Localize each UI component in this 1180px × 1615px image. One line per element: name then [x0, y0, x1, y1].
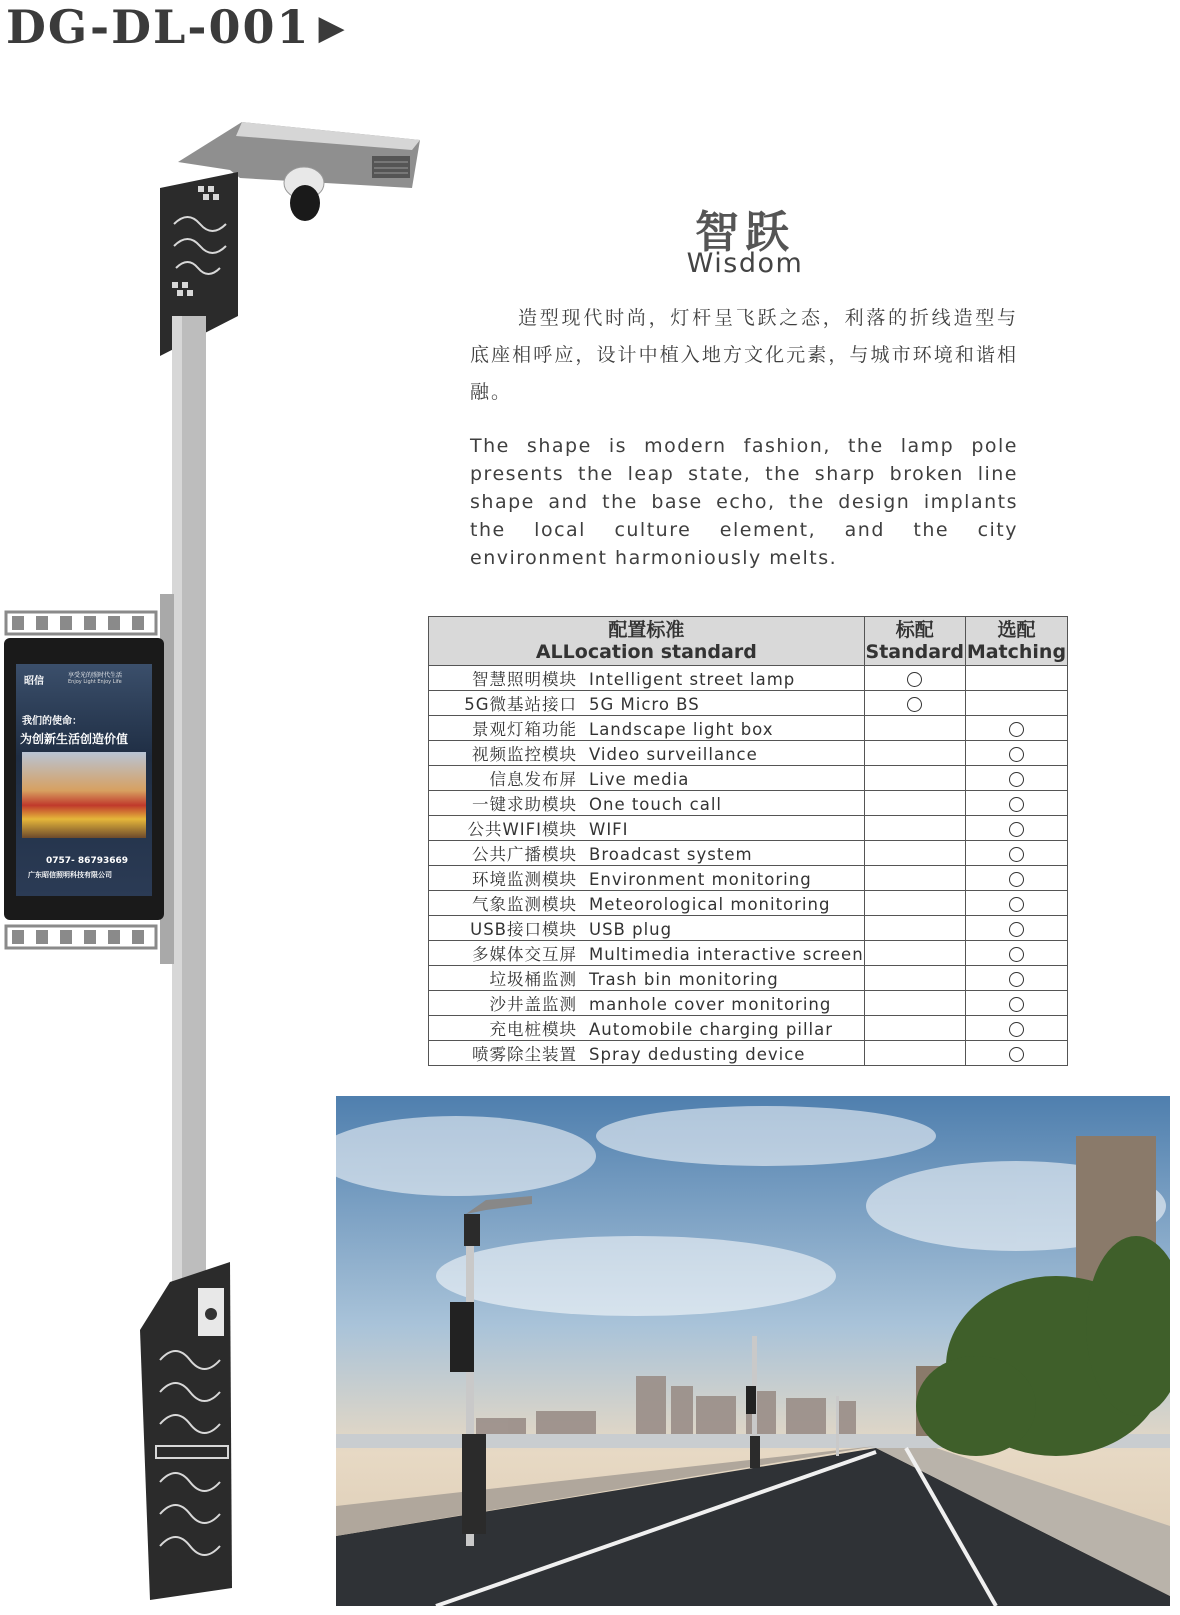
- screen-slogan-en: Enjoy Light Enjoy Life: [68, 679, 122, 685]
- standard-cell: [864, 716, 965, 741]
- circle-mark-icon: [1009, 897, 1024, 912]
- config-item-en: Trash bin monitoring: [589, 970, 779, 989]
- table-row: [429, 991, 1068, 1016]
- standard-cell: [864, 1041, 965, 1066]
- screen-phone: 0757- 86793669: [46, 856, 129, 866]
- matching-cell: [965, 891, 1067, 916]
- screen-mission-label: 我们的使命：: [22, 716, 82, 727]
- header-matching: [965, 617, 1067, 666]
- table-row: [429, 891, 1068, 916]
- config-item-en: USB plug: [589, 920, 673, 939]
- camera-lens: [290, 185, 320, 221]
- header-matching-zh: 选配: [997, 619, 1036, 641]
- config-item: [429, 716, 865, 741]
- config-item: [429, 841, 865, 866]
- config-item-en: Live media: [589, 770, 690, 789]
- config-item-en: Meteorological monitoring: [589, 895, 831, 914]
- header-matching-en: Matching: [966, 641, 1067, 663]
- matching-cell: [965, 1016, 1067, 1041]
- header-allocation: [429, 617, 865, 666]
- config-item: [429, 791, 865, 816]
- config-item-zh: 垃圾桶监测: [489, 970, 577, 989]
- config-item-zh: 气象监测模块: [472, 895, 577, 914]
- standard-cell: [864, 891, 965, 916]
- circle-mark-icon: [1009, 722, 1024, 737]
- matching-cell: [965, 866, 1067, 891]
- screen-slogan: 享受光的照时代生活: [68, 672, 123, 679]
- table-row: [429, 691, 1068, 716]
- config-item-en: Landscape light box: [589, 720, 774, 739]
- header-allocation-zh: 配置标准: [608, 619, 685, 641]
- table-row: [429, 741, 1068, 766]
- screen-mission-text: 为创新生活创造价值: [20, 732, 129, 746]
- circle-mark-icon: [1009, 747, 1024, 762]
- street-scene-photo: [336, 1096, 1170, 1606]
- product-description-en: The shape is modern fashion, the lamp pole presents the leap state, the sharp broken line shape and the base echo, the design implants the local culture element, and the city environment harmoniously melts.: [470, 435, 1018, 569]
- matching-cell: [965, 1041, 1067, 1066]
- config-item-zh: 信息发布屏: [489, 770, 577, 789]
- model-code-text: DG-DL-001: [6, 0, 311, 54]
- standard-cell: [864, 691, 965, 716]
- config-item-zh: 5G微基站接口: [464, 695, 577, 714]
- circle-mark-icon: [1009, 972, 1024, 987]
- standard-cell: [864, 991, 965, 1016]
- lamp-head: [372, 156, 410, 178]
- circle-mark-icon: [1009, 1022, 1024, 1037]
- standard-cell: [864, 941, 965, 966]
- config-item: [429, 666, 865, 691]
- header-standard-zh: 标配: [895, 619, 934, 641]
- config-item-zh: 视频监控模块: [472, 745, 577, 764]
- standard-cell: [864, 966, 965, 991]
- table-row: [429, 716, 1068, 741]
- matching-cell: [965, 666, 1067, 691]
- config-item: [429, 1016, 865, 1041]
- circle-mark-icon: [1009, 922, 1024, 937]
- config-item-en: Broadcast system: [589, 845, 753, 864]
- header-allocation-en: ALLocation standard: [535, 641, 757, 663]
- product-title-zh: 智跃: [695, 207, 795, 258]
- standard-cell: [864, 791, 965, 816]
- config-item-zh: USB接口模块: [470, 920, 577, 939]
- config-item-zh: 公共广播模块: [472, 845, 577, 864]
- config-item-en: WIFI: [589, 820, 629, 839]
- circle-mark-icon: [907, 672, 922, 687]
- product-title-en: Wisdom: [686, 248, 804, 279]
- table-row: [429, 766, 1068, 791]
- circle-mark-icon: [1009, 872, 1024, 887]
- matching-cell: [965, 766, 1067, 791]
- table-row: [429, 816, 1068, 841]
- config-item-en: Environment monitoring: [589, 870, 812, 889]
- matching-cell: [965, 841, 1067, 866]
- config-item-zh: 公共WIFI模块: [467, 820, 577, 839]
- standard-cell: [864, 666, 965, 691]
- standard-cell: [864, 816, 965, 841]
- standard-cell: [864, 741, 965, 766]
- matching-cell: [965, 966, 1067, 991]
- config-item-en: manhole cover monitoring: [589, 995, 832, 1014]
- matching-cell: [965, 741, 1067, 766]
- config-item-en: Intelligent street lamp: [589, 670, 796, 689]
- model-code: [6, 0, 347, 54]
- config-item-zh: 一键求助模块: [472, 795, 577, 814]
- table-row: [429, 916, 1068, 941]
- config-item-zh: 环境监测模块: [472, 870, 577, 889]
- matching-cell: [965, 716, 1067, 741]
- config-item-zh: 多媒体交互屏: [472, 945, 577, 964]
- config-item-zh: 充电桩模块: [489, 1020, 577, 1039]
- header-standard-en: Standard: [865, 641, 965, 663]
- circle-mark-icon: [1009, 997, 1024, 1012]
- config-item: [429, 816, 865, 841]
- standard-cell: [864, 766, 965, 791]
- header-standard: [864, 617, 965, 666]
- config-item-en: Video surveillance: [589, 745, 758, 764]
- config-item-en: Spray dedusting device: [589, 1045, 806, 1064]
- config-item: [429, 1041, 865, 1066]
- screen-brand: 昭信: [24, 676, 44, 687]
- config-item: [429, 991, 865, 1016]
- table-row: [429, 841, 1068, 866]
- matching-cell: [965, 916, 1067, 941]
- table-row: [429, 666, 1068, 691]
- table-header-row: [429, 617, 1068, 666]
- circle-mark-icon: [1009, 772, 1024, 787]
- config-item: [429, 766, 865, 791]
- standard-cell: [864, 916, 965, 941]
- circle-mark-icon: [1009, 847, 1024, 862]
- config-item-zh: 智慧照明模块: [472, 670, 577, 689]
- table-row: [429, 866, 1068, 891]
- table-row: [429, 1016, 1068, 1041]
- config-item: [429, 691, 865, 716]
- config-item: [429, 966, 865, 991]
- config-item: [429, 941, 865, 966]
- circle-mark-icon: [907, 697, 922, 712]
- matching-cell: [965, 991, 1067, 1016]
- table-row: [429, 966, 1068, 991]
- circle-mark-icon: [1009, 947, 1024, 962]
- play-arrow-icon: ▶: [318, 8, 347, 48]
- info-display-screen: [4, 638, 164, 920]
- config-item: [429, 916, 865, 941]
- config-item-en: 5G Micro BS: [589, 695, 700, 714]
- config-item: [429, 741, 865, 766]
- table-row: [429, 1041, 1068, 1066]
- configuration-table: [428, 616, 1068, 1066]
- config-item-zh: 景观灯箱功能: [472, 720, 577, 739]
- config-item-en: One touch call: [589, 795, 722, 814]
- table-row: [429, 941, 1068, 966]
- config-item: [429, 891, 865, 916]
- matching-cell: [965, 816, 1067, 841]
- config-item-zh: 喷雾除尘装置: [472, 1045, 577, 1064]
- circle-mark-icon: [1009, 1047, 1024, 1062]
- table-row: [429, 791, 1068, 816]
- config-item-en: Multimedia interactive screen: [589, 945, 864, 964]
- circle-mark-icon: [1009, 797, 1024, 812]
- standard-cell: [864, 1016, 965, 1041]
- config-item-en: Automobile charging pillar: [589, 1020, 834, 1039]
- standard-cell: [864, 841, 965, 866]
- circle-mark-icon: [1009, 822, 1024, 837]
- matching-cell: [965, 691, 1067, 716]
- screen-team-photo: [22, 752, 146, 838]
- standard-cell: [864, 866, 965, 891]
- matching-cell: [965, 791, 1067, 816]
- config-item-zh: 沙井盖监测: [489, 995, 577, 1014]
- screen-content: [16, 664, 152, 896]
- matching-cell: [965, 941, 1067, 966]
- screen-company: 广东昭信照明科技有限公司: [28, 871, 112, 879]
- product-description-zh: 造型现代时尚，灯杆呈飞跃之态，利落的折线造型与底座相呼应，设计中植入地方文化元素，与城市环境和谐相融。: [470, 307, 1018, 403]
- config-item: [429, 866, 865, 891]
